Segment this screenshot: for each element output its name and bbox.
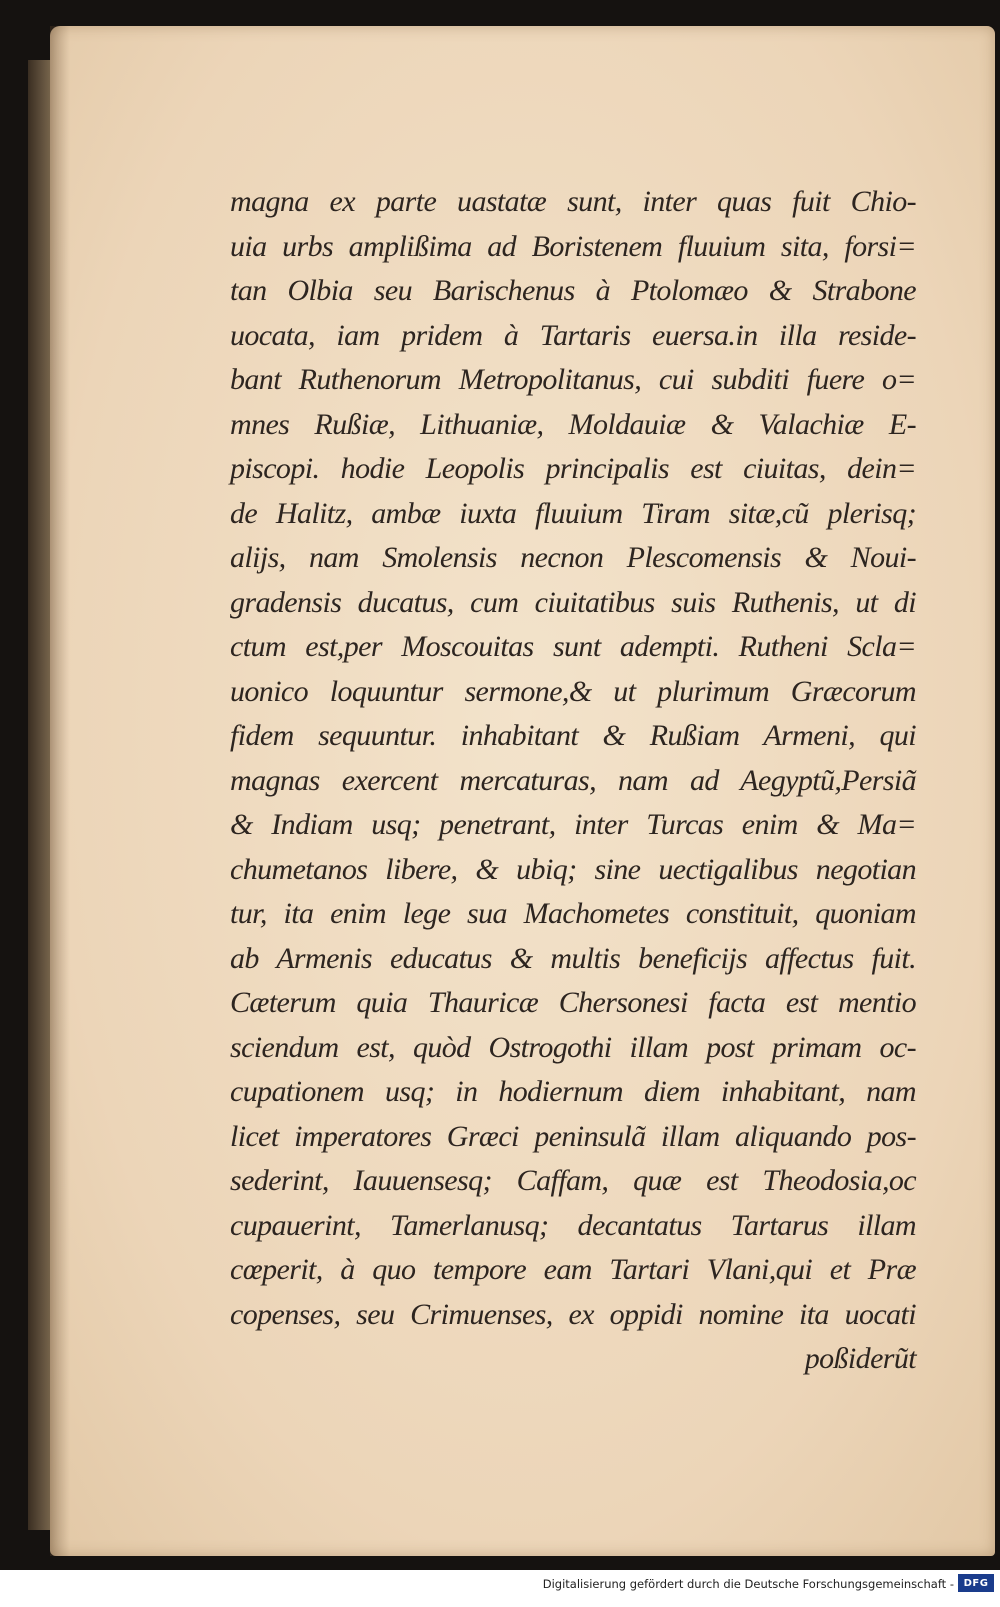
text-line: sciendum est, quòd Ostrogothi illam post primam oc- xyxy=(230,1030,916,1064)
text-line: uonico loquuntur sermone,& ut plurimum Græcorum xyxy=(230,674,916,708)
text-line: bant Ruthenorum Metropolitanus, cui subditi fuere o= xyxy=(230,363,916,396)
text-line: gradensis ducatus, cum ciuitatibus suis Ruthenis, ut di xyxy=(230,585,916,619)
text-line: cœperit, à quo tempore eam Tartari Vlani,qui et Præ xyxy=(230,1253,916,1286)
text-line: piscopi. hodie Leopolis principalis est ciuitas, dein= xyxy=(230,452,916,485)
text-line: de Halitz, ambæ iuxta fluuium Tiram sitæ,cũ plerisq; xyxy=(230,496,916,530)
text-line: magnas exercent mercaturas, nam ad Aegyptũ,Persiã xyxy=(230,763,916,797)
text-line: fidem sequuntur. inhabitant & Rußiam Armeni, qui xyxy=(230,719,916,752)
catchword: poßiderũt xyxy=(804,1342,916,1375)
text-line: & Indiam usq; penetrant, inter Turcas enim & Ma= xyxy=(230,808,916,841)
page-text xyxy=(230,180,916,1382)
text-line: licet imperatores Græci peninsulã illam aliquando pos- xyxy=(230,1119,916,1153)
text-line: alijs, nam Smolensis necnon Plescomensis & Noui- xyxy=(230,541,916,574)
text-line: ctum est,per Moscouitas sunt adempti. Rutheni Scla= xyxy=(230,630,916,663)
dfg-logo: DFG xyxy=(958,1574,994,1592)
funding-credit: Digitalisierung gefördert durch die Deutsche Forschungsgemeinschaft - xyxy=(542,1577,954,1591)
text-line: magna ex parte uastatæ sunt, inter quas fuit Chio- xyxy=(230,185,916,218)
text-line: chumetanos libere, & ubiq; sine uectigalibus negotian xyxy=(230,852,916,886)
text-line: cupationem usq; in hodiernum diem inhabitant, nam xyxy=(230,1075,916,1108)
text-line: mnes Rußiæ, Lithuaniæ, Moldauiæ & Valachiæ E- xyxy=(230,407,916,441)
text-line: sederint, Iauuensesq; Caffam, quæ est Theodosia,oc xyxy=(230,1164,916,1197)
text-line: tur, ita enim lege sua Machometes constituit, quoniam xyxy=(230,897,916,930)
text-line: copenses, seu Crimuenses, ex oppidi nomine ita uocati xyxy=(230,1297,916,1331)
text-line: uia urbs amplißima ad Boristenem fluuium sita, forsi= xyxy=(230,229,916,263)
text-line: Cæterum quia Thauricæ Chersonesi facta est mentio xyxy=(230,986,916,1019)
text-line: uocata, iam pridem à Tartaris euersa.in illa reside- xyxy=(230,318,916,352)
text-line: ab Armenis educatus & multis beneficijs affectus fuit. xyxy=(230,941,916,975)
text-line: tan Olbia seu Barischenus à Ptolomæo & Strabone xyxy=(230,274,916,307)
text-line: cupauerint, Tamerlanusq; decantatus Tartarus illam xyxy=(230,1208,916,1242)
